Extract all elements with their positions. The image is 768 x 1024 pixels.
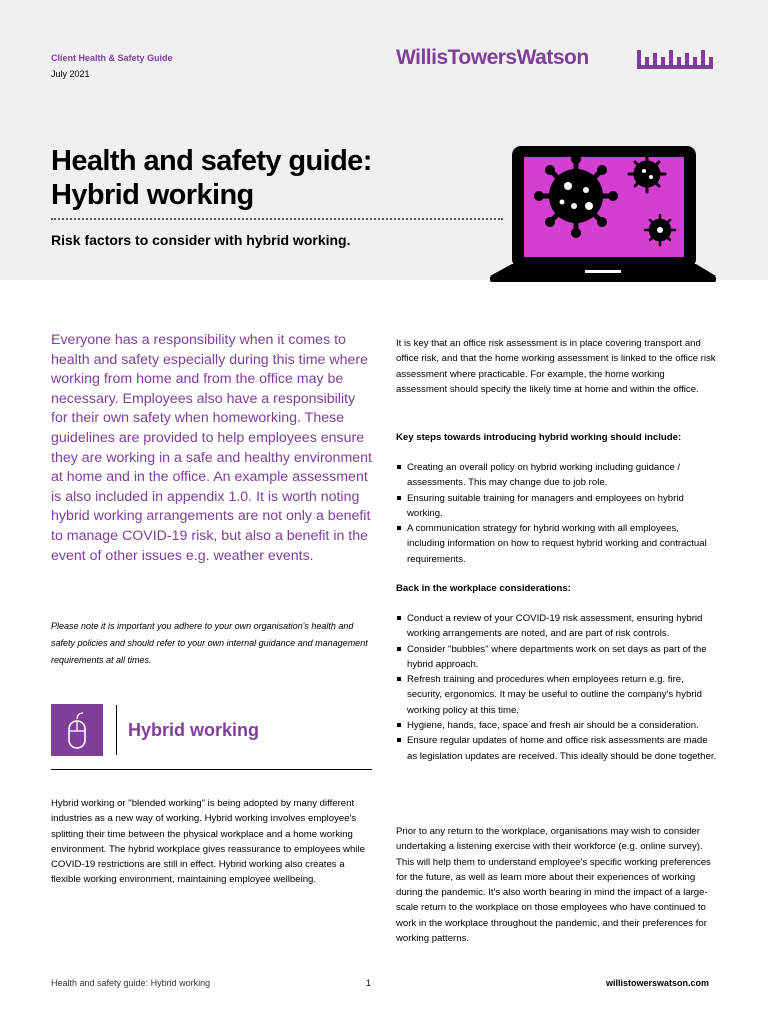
section-divider — [116, 705, 117, 755]
page-subtitle: Risk factors to consider with hybrid working. — [51, 232, 351, 248]
document-label: Client Health & Safety Guide — [51, 53, 173, 63]
list-item: Creating an overall policy on hybrid working including guidance / assessments. This may change due to job role. — [396, 460, 718, 491]
list-item: Hygiene, hands, face, space and fresh air should be a consideration. — [396, 718, 718, 733]
page-title-line-1: Health and safety guide: — [51, 145, 372, 177]
section-title: Hybrid working — [128, 720, 260, 740]
list-item: Ensuring suitable training for managers and employees on hybrid working. — [396, 491, 718, 522]
section-icon-box — [51, 704, 103, 756]
section-body: Hybrid working or "blended working" is being adopted by many different industries as a new way of working. Hybrid working involves employee's splitting their time between the physical workplace and a home working environment. The hybrid workplace gives reassurance to employees while COVID-19 restrictions are still in effect. Hybrid working also creates a flexible working environment, maintaining employee wellbeing. — [51, 798, 365, 886]
return-to-workplace-paragraph: Prior to any return to the workplace, organisations may wish to consider undertaking a listening exercise with their workforce (e.g. online survey). This will help them to understand employee's specific working preferences for the future, as well as learn more about their experiences of working during the pandemic. It's also worth bearing in mind the impact of a large-scale return to the workplace on those employees who have continued to work in the workplace throughout the pandemic, and their preferences for working patterns. — [396, 826, 711, 945]
key-steps-heading: Key steps towards introducing hybrid working should include: — [396, 432, 682, 443]
footer-title: Health and safety guide: Hybrid working — [51, 978, 211, 988]
list-item: A communication strategy for hybrid working with all employees, including information on how to request hybrid working and contractual requirements. — [396, 521, 718, 567]
footer-url-link[interactable]: willistowerswatson.com — [606, 978, 710, 988]
key-steps-list — [396, 460, 718, 567]
brand-logo: WillisTowersWatson — [396, 46, 589, 69]
laptop-virus-icon — [490, 146, 716, 288]
document-date: July 2021 — [51, 69, 90, 79]
list-item: Refresh training and procedures when employees return e.g. fire, security, ergonomics. It may be useful to outline the company's hybrid working policy at this time. — [396, 672, 718, 718]
list-item: Consider "bubbles" where departments work on set days as part of the hybrid approach. — [396, 642, 718, 673]
workplace-considerations-heading: Back in the workplace considerations: — [396, 583, 571, 594]
title-divider — [51, 218, 503, 220]
policy-note: Please note it is important you adhere to your own organisation's health and safety policies and should refer to your own internal guidance and management requirements at all times. — [51, 621, 368, 665]
page-title-line-2: Hybrid working — [51, 179, 254, 211]
list-item: Conduct a review of your COVID-19 risk assessment, ensuring hybrid working arrangements are noted, and are part of risk controls. — [396, 611, 718, 642]
page-number: 1 — [366, 978, 372, 988]
page-title — [51, 144, 491, 212]
section-rule — [51, 769, 372, 770]
computer-mouse-icon — [51, 704, 103, 756]
risk-assessment-paragraph: It is key that an office risk assessment is in place covering transport and office risk, and that the home working assessment is linked to the office risk assessment where practicable. For example, the home working assessment should specify the likely time at home and within the office. — [396, 338, 716, 395]
wtw-mark-icon — [637, 50, 717, 69]
list-item: Ensure regular updates of home and office risk assessments are made as legislation updates are received. This ideally should be done together. — [396, 733, 718, 764]
intro-paragraph: Everyone has a responsibility when it comes to health and safety especially during this time where working from home and from the office may be necessary. Employees also have a responsibility for their own safety when homeworking. These guidelines are provided to help employees ensure they are working in a safe and healthy environment at home and in the office. An example assessment is also included in appendix 1.0. It is worth noting hybrid working arrangements are not only a benefit to manage COVID-19 risk, but also a benefit in the event of other issues e.g. weather events. — [51, 332, 372, 564]
workplace-considerations-list — [396, 611, 718, 764]
